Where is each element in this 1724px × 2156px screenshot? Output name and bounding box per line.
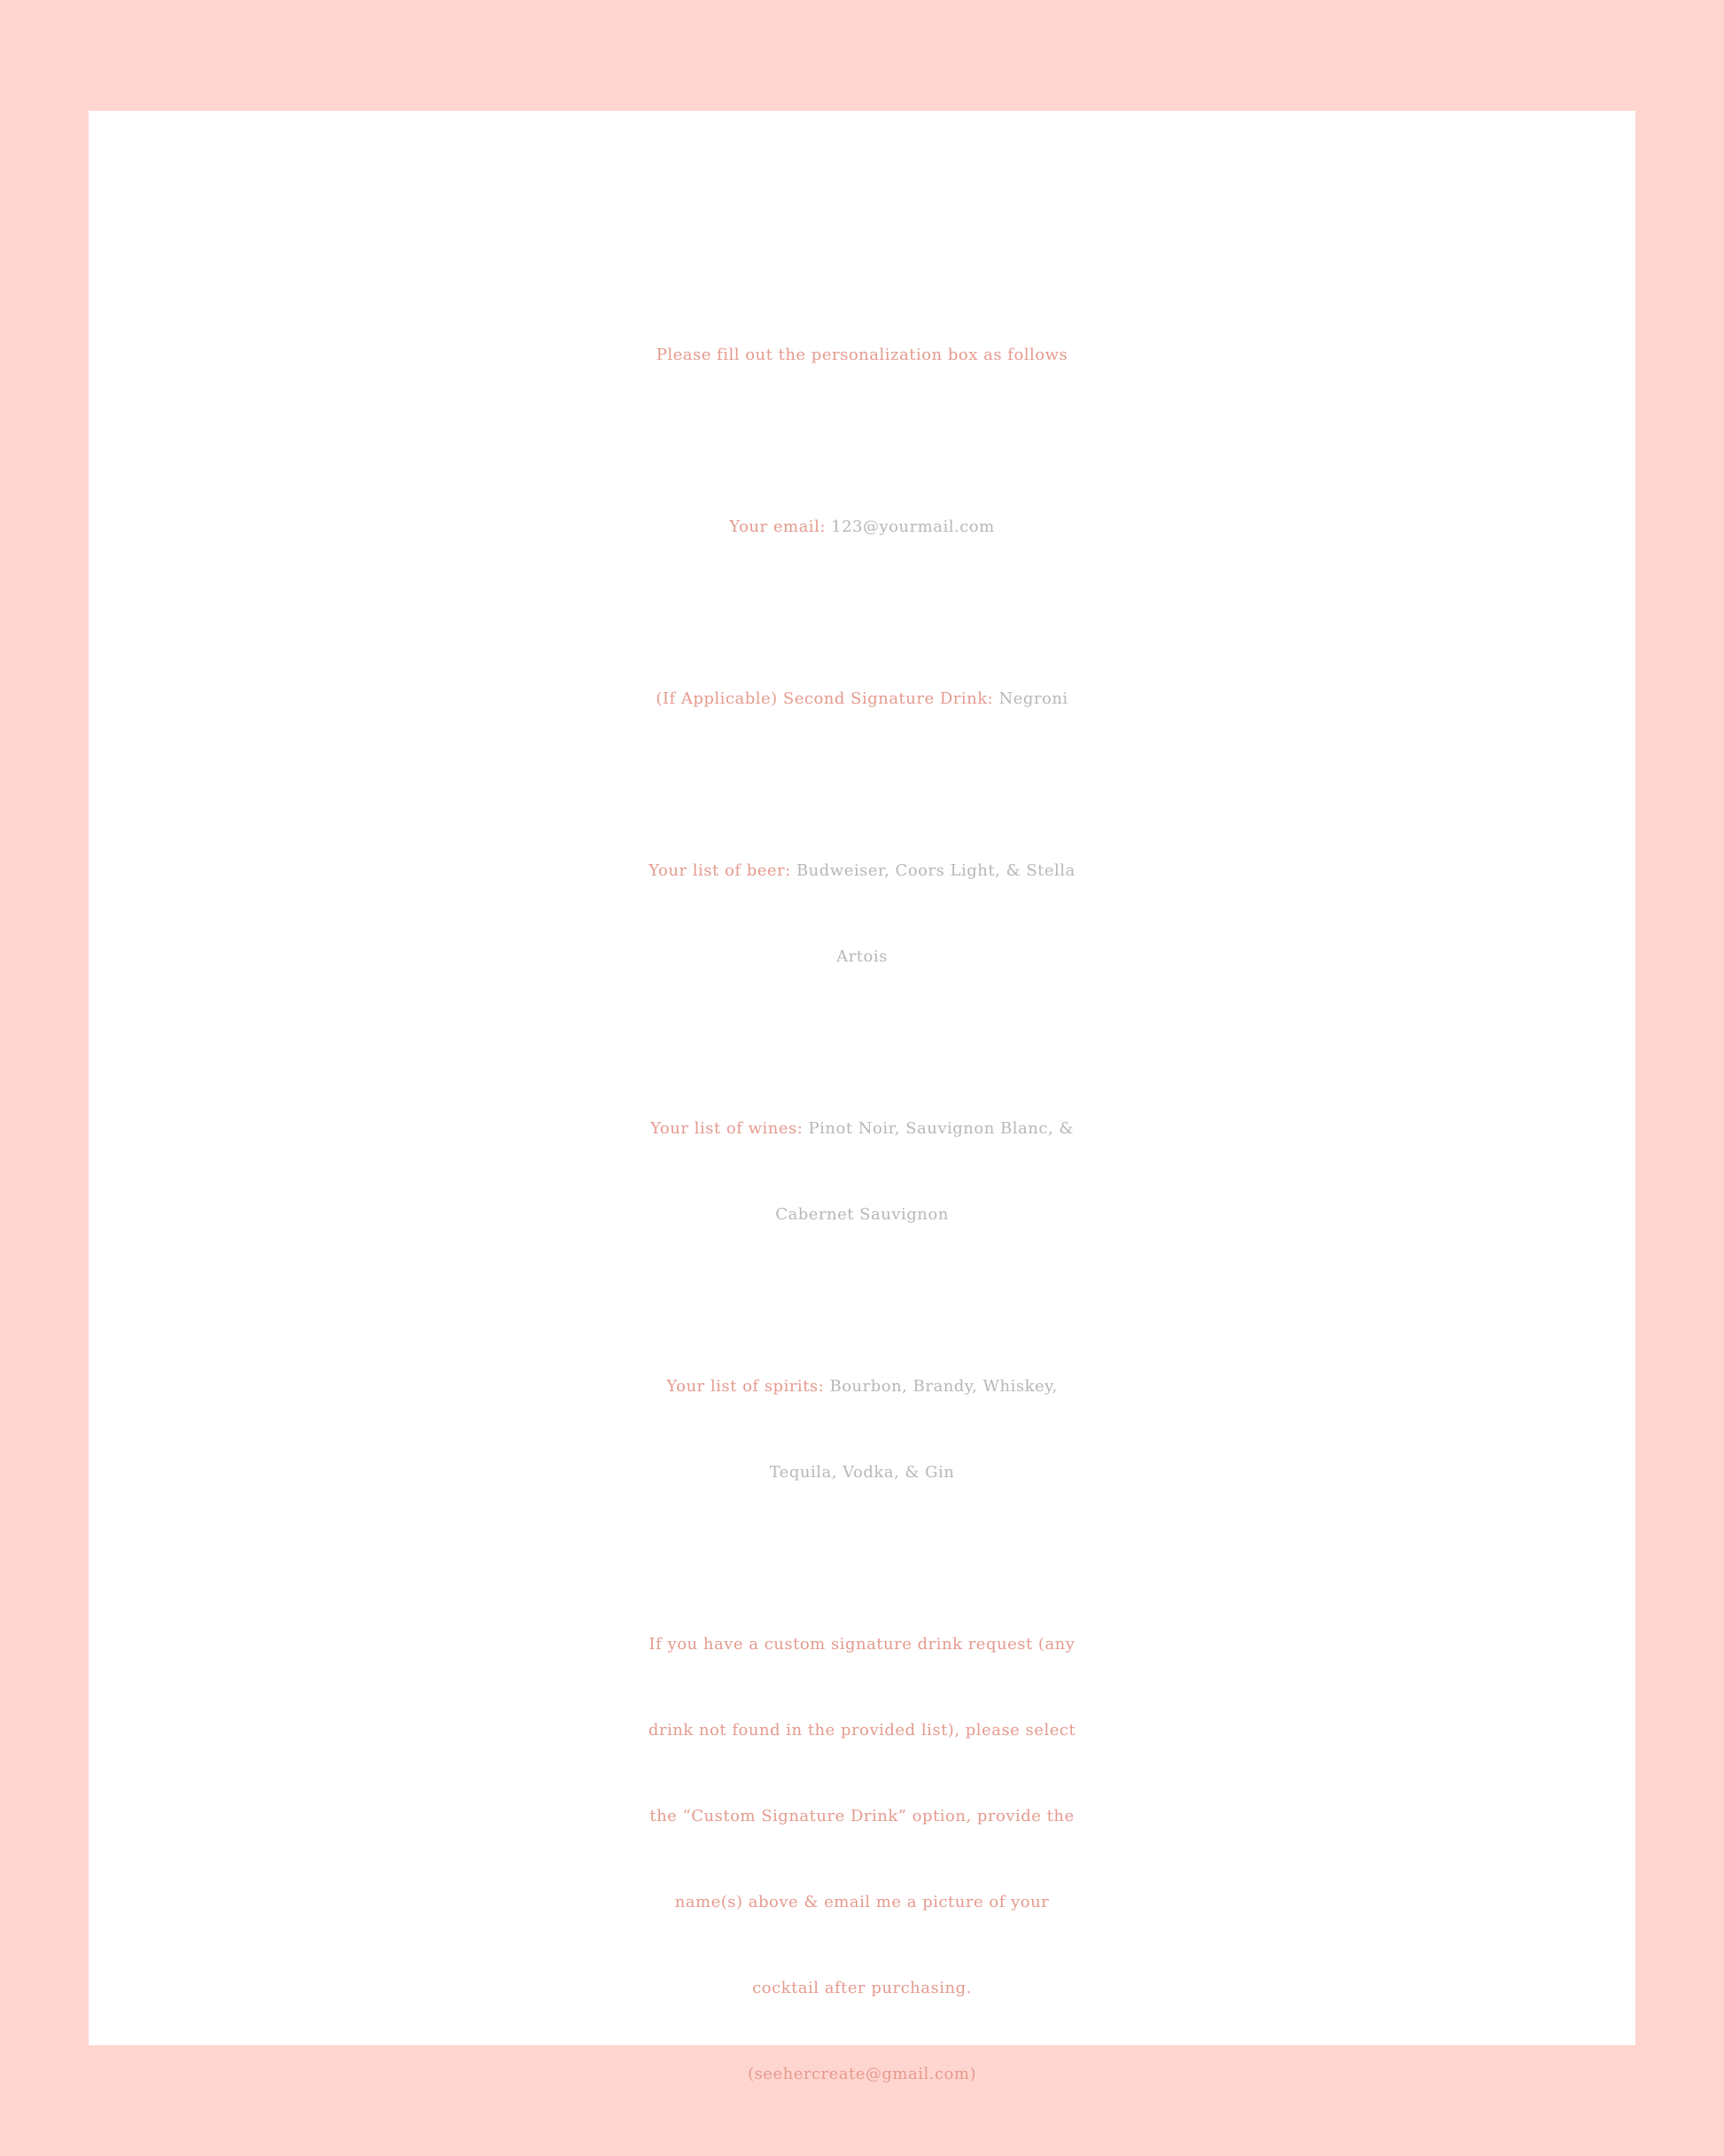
email-label: Your email:	[729, 518, 826, 536]
contact-email: (seehercreate@gmail.com)	[748, 2065, 976, 2083]
email-row	[89, 484, 1635, 570]
spirits-row	[89, 1343, 1635, 1429]
custom-note-line: the “Custom Signature Drink” option, provide the	[649, 1807, 1075, 1825]
custom-note-line: drink not found in the provided list), please select	[648, 1721, 1076, 1740]
beer-value-line2: Artois	[836, 947, 888, 966]
email-value: 123@yourmail.com	[831, 518, 995, 536]
instruction-card	[89, 111, 1635, 2083]
custom-note-line: If you have a custom signature drink request (any	[648, 1635, 1076, 1654]
wines-value-line1: Pinot Noir, Sauvignon Blanc, &	[808, 1119, 1074, 1138]
spirits-value-line2: Tequila, Vodka, & Gin	[769, 1463, 955, 1482]
wines-label: Your list of wines:	[650, 1119, 804, 1138]
second-drink-value: Negroni	[998, 689, 1068, 708]
spirits-label: Your list of spirits:	[666, 1377, 825, 1396]
spirits-value-line1: Bourbon, Brandy, Whiskey,	[829, 1377, 1058, 1396]
wines-value-line2: Cabernet Sauvignon	[775, 1205, 949, 1224]
instructions-heading: Please fill out the personalization box as follows	[656, 346, 1068, 364]
beer-label: Your list of beer:	[648, 861, 791, 880]
wines-row	[89, 1086, 1635, 1171]
second-drink-row	[89, 656, 1635, 742]
custom-note-line: name(s) above & email me a picture of your	[674, 1893, 1050, 1911]
beer-value-line1: Budweiser, Coors Light, & Stella	[796, 861, 1076, 880]
second-drink-label: (If Applicable) Second Signature Drink:	[656, 689, 994, 708]
custom-note-line: cocktail after purchasing.	[752, 1979, 972, 1997]
beer-row	[89, 828, 1635, 914]
